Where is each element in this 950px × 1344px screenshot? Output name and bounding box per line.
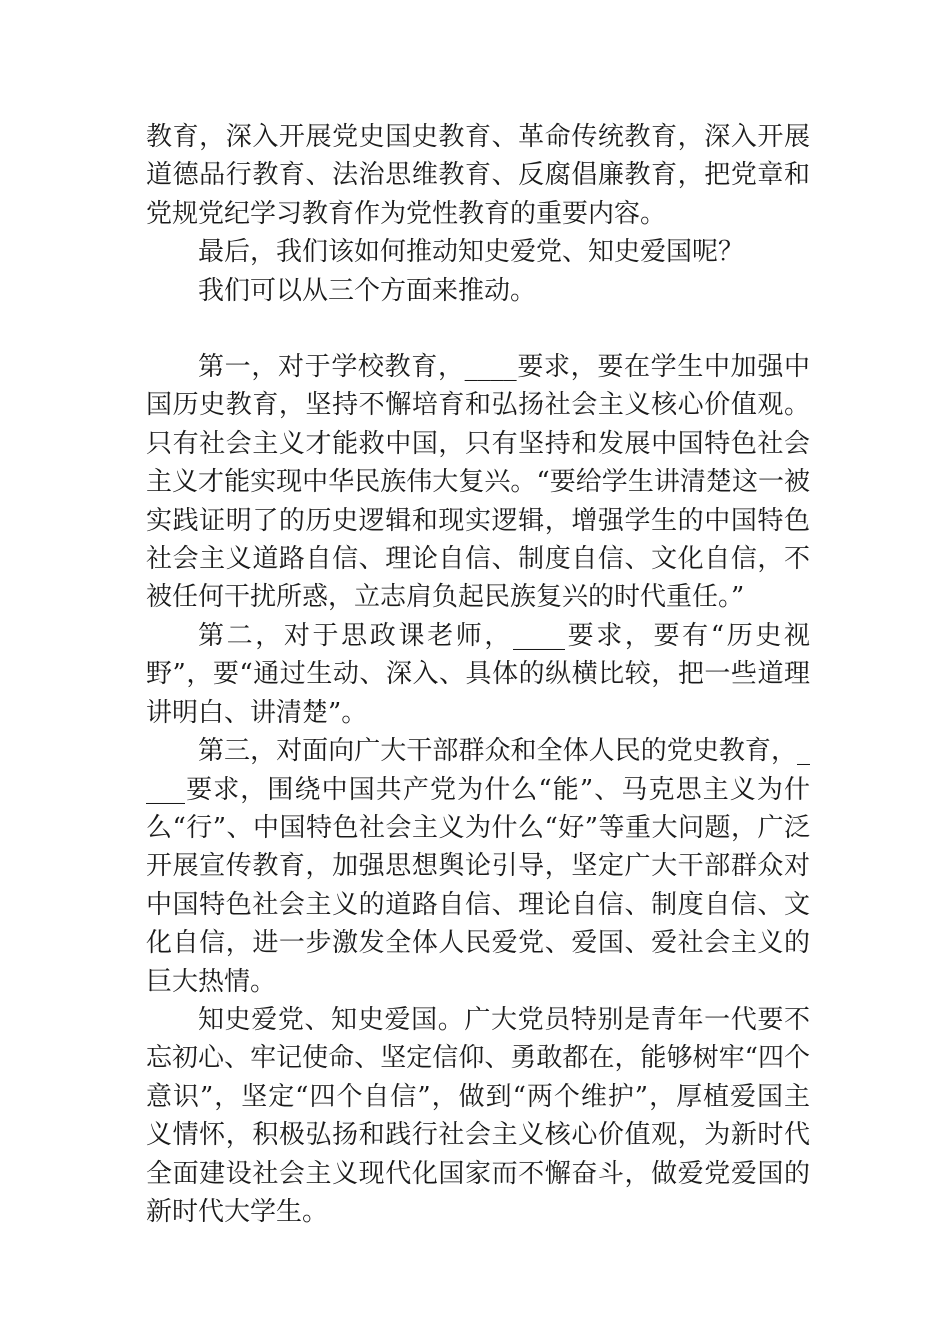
paragraph-second-point: 第二，对于思政课老师，____要求，要有“历史视野”，要“通过生动、深入、具体的纵横比较，把一些道理讲明白、讲清楚”。 [146, 620, 810, 728]
paragraph-conclusion: 知史爱党、知史爱国。广大党员特别是青年一代要不忘初心、牢记使命、坚定信仰、勇敢都在，能够树牢“四个意识”，坚定“四个自信”，做到“两个维护”，厚植爱国主义情怀，积极弘扬和践行社会主义核心价值观，为新时代全面建设社会主义现代化国家而不懈奋斗，做爱党爱国的新时代大学生。 [146, 1004, 810, 1227]
paragraph-third-point: 第三，对面向广大干部群众和全体人民的党史教育，____要求，围绕中国共产党为什么“能”、马克思主义为什么“行”、中国特色社会主义为什么“好”等重大问题，广泛开展宣传教育，加强思想舆论引导，坚定广大干部群众对中国特色社会主义的道路自信、理论自信、制度自信、文化自信，进一步激发全体人民爱党、爱国、爱社会主义的巨大热情。 [146, 736, 810, 997]
paragraph-question: 最后，我们该如何推动知史爱党、知史爱国呢？ [198, 237, 745, 268]
document-body [146, 118, 810, 1231]
paragraph-intro: 我们可以从三个方面来推动。 [198, 275, 537, 306]
paragraph-first-point: 第一，对于学校教育，____要求，要在学生中加强中国历史教育，坚持不懈培育和弘扬社会主义核心价值观。只有社会主义才能救中国，只有坚持和发展中国特色社会主义才能实现中华民族伟大复兴。“要给学生讲清楚这一被实践证明了的历史逻辑和现实逻辑，增强学生的中国特色社会主义道路自信、理论自信、制度自信、文化自信，不被任何干扰所惑，立志肩负起民族复兴的时代重任。” [146, 352, 810, 613]
paragraph-continuation: 教育，深入开展党史国史教育、革命传统教育，深入开展道德品行教育、法治思维教育、反腐倡廉教育，把党章和党规党纪学习教育作为党性教育的重要内容。 [146, 122, 810, 229]
paragraph-spacer [146, 310, 810, 348]
